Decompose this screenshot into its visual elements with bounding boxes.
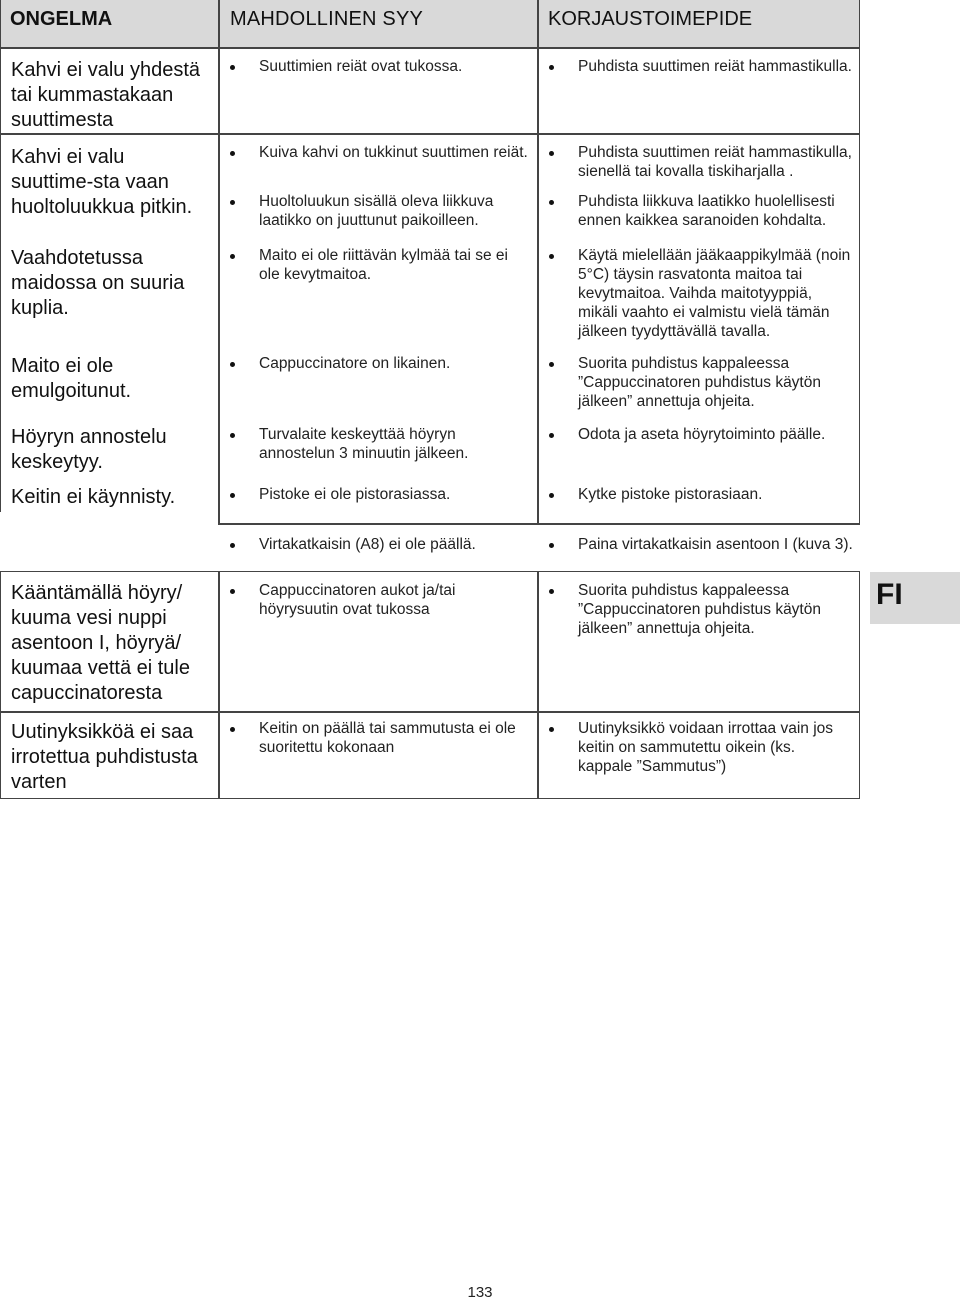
solution-text: Suorita puhdistus kappaleessa ”Cappuccinatoren puhdistus käytön jälkeen” annettuja ohjeita. (578, 355, 821, 410)
row-divider-bottom (218, 523, 860, 525)
page-number: 133 (467, 1284, 493, 1301)
solution-text: Uutinyksikkö voidaan irrottaa vain jos keitin on sammutettu oikein (ks. kappale ”Sammutus”) (578, 720, 834, 775)
cause-text: Cappuccinatore on likainen. (259, 355, 451, 372)
bullet-icon (549, 589, 554, 594)
bullet-icon (230, 727, 235, 732)
solution-1 (545, 57, 853, 76)
bullet-icon (230, 543, 235, 548)
solution-4 (545, 246, 853, 341)
bullet-icon (230, 254, 235, 259)
cause-6 (226, 425, 531, 463)
column-divider-1 (218, 0, 220, 524)
problem-5: Höyryn annostelu keskeytyy. (11, 426, 167, 473)
cause-5 (226, 354, 531, 373)
solution-10 (545, 719, 853, 776)
problem-1: Kahvi ei valu yhdestä tai kummastakaan suuttimesta (11, 59, 201, 131)
solution-2 (545, 143, 853, 181)
bullet-icon (549, 727, 554, 732)
cause-7 (226, 485, 531, 504)
bullet-icon (549, 65, 554, 70)
bullet-icon (549, 543, 554, 548)
cause-text: Suuttimien reiät ovat tukossa. (259, 58, 463, 75)
cause-text: Cappuccinatoren aukot ja/tai höyrysuutin ovat tukossa (259, 582, 456, 618)
bullet-icon (549, 200, 554, 205)
header-cause: MAHDOLLINEN SYY (230, 8, 424, 30)
solution-text: Odota ja aseta höyrytoiminto päälle. (578, 426, 826, 443)
solution-5 (545, 354, 825, 411)
problem-3: Vaahdotetussa maidossa on suuria kuplia. (11, 247, 185, 319)
problem-4: Maito ei ole emulgoitunut. (11, 355, 132, 402)
cause-10 (226, 719, 516, 757)
bullet-icon (549, 433, 554, 438)
solution-9 (545, 581, 825, 638)
column-divider-3 (218, 571, 220, 799)
solution-text: Puhdista suuttimen reiät hammastikulla. (578, 58, 852, 75)
cause-text: Pistoke ei ole pistorasiassa. (259, 486, 451, 503)
cause-2 (226, 143, 531, 162)
solution-6 (545, 425, 853, 444)
cause-4 (226, 246, 531, 284)
cause-text: Maito ei ole riittävän kylmää tai se ei ole kevytmaitoa. (259, 247, 508, 283)
header-divider (0, 47, 860, 49)
solution-text: Kytke pistoke pistorasiaan. (578, 486, 763, 503)
column-divider-4 (537, 571, 539, 799)
solution-8 (545, 535, 853, 554)
cause-1 (226, 57, 531, 76)
cause-text: Keitin on päällä tai sammutusta ei ole suoritettu kokonaan (259, 720, 516, 756)
cause-text: Kuiva kahvi on tukkinut suuttimen reiät. (259, 144, 528, 161)
solution-text: Paina virtakatkaisin asentoon I (kuva 3). (578, 536, 853, 553)
column-divider-2 (537, 0, 539, 524)
cause-9 (226, 581, 534, 619)
solution-text: Suorita puhdistus kappaleessa ”Cappuccinatoren puhdistus käytön jälkeen” annettuja ohjeita. (578, 582, 821, 637)
bullet-icon (230, 151, 235, 156)
cause-text: Turvalaite keskeyttää höyryn annostelun 3 minuutin jälkeen. (259, 426, 469, 462)
bullet-icon (230, 433, 235, 438)
cause-8 (226, 535, 531, 554)
row-divider-1 (0, 133, 860, 135)
bullet-icon (230, 362, 235, 367)
table-gap (0, 512, 218, 526)
bullet-icon (230, 65, 235, 70)
language-tab-label: FI (876, 578, 903, 611)
bullet-icon (230, 589, 235, 594)
solution-text: Käytä mielellään jääkaappikylmää (noin 5°C) täysin rasvatonta maitoa tai kevytmaitoa. Vaihda maitotyyppiä, mikäli vaahto ei valmistu vielä tämän jälkeen tyydyttävällä tavalla. (578, 247, 851, 340)
solution-3 (545, 192, 853, 230)
cause-text: Virtakatkaisin (A8) ei ole päällä. (259, 536, 476, 553)
problem-6: Keitin ei käynnisty. (11, 486, 176, 508)
problem-2: Kahvi ei valu suuttime-sta vaan huoltoluukkua pitkin. (11, 146, 193, 218)
cause-3 (226, 192, 506, 230)
solution-text: Puhdista suuttimen reiät hammastikulla, sienellä tai kovalla tiskiharjalla . (578, 144, 852, 180)
header-problem: ONGELMA (10, 8, 113, 30)
bullet-icon (549, 151, 554, 156)
solution-text: Puhdista liikkuva laatikko huolellisesti ennen kaikkea saranoiden kohdalta. (578, 193, 835, 229)
solution-7 (545, 485, 853, 504)
row-divider-2 (0, 711, 860, 713)
problem-7: Kääntämällä höyry/ kuuma vesi nuppi asentoon I, höyryä/ kuumaa vettä ei tule capuccinatoresta (11, 582, 190, 704)
bullet-icon (549, 493, 554, 498)
header-solution: KORJAUSTOIMEPIDE (548, 8, 753, 30)
bullet-icon (230, 493, 235, 498)
cause-text: Huoltoluukun sisällä oleva liikkuva laatikko on juuttunut paikoilleen. (259, 193, 494, 229)
problem-8: Uutinyksikköä ei saa irrotettua puhdistusta varten (11, 721, 198, 793)
bullet-icon (549, 362, 554, 367)
bullet-icon (549, 254, 554, 259)
bullet-icon (230, 200, 235, 205)
